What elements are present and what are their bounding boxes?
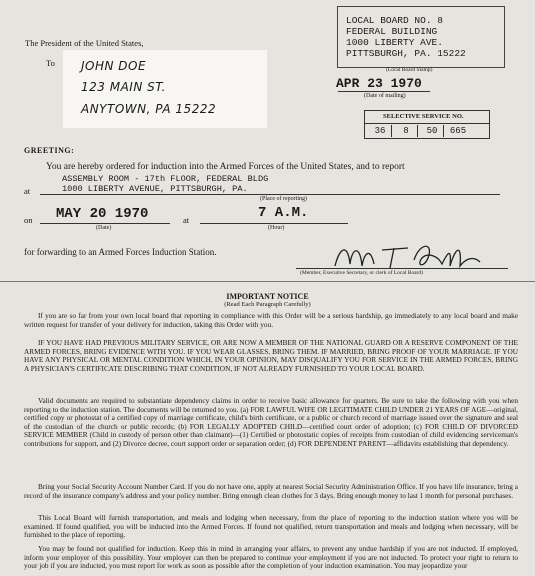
to-label: To (46, 58, 55, 68)
addressee-name: JOHN DOE (81, 59, 147, 73)
addressee-street: 123 MAIN ST. (81, 80, 166, 94)
president-line: The President of the United States, (25, 38, 144, 48)
forwarding-text: for forwarding to an Armed Forces Induction Station. (24, 247, 217, 257)
on-label: on (24, 215, 33, 225)
notice-paragraph-3: Valid documents are required to substantiate dependency claims in order to receive basic allowance for quarters. Be sure to take the following with you when reporting to the induction station. The documents will be returned to you. (a) FOR LAWFUL WIFE OR LEGITIMATE CHILD UNDER 21 YEARS OF AGE—original, certified copy or photostat of a certified copy of marriage certificate, child's birth certificate, or a public or church record of marriage issued over the signature and seal of the custodian of the church or public records; (b) FOR LEGALLY ADOPTED CHILD—certified court order of adoption; (c) FOR CHILD OF DIVORCED SERVICE MEMBER (Child in custody of person other than claimant)—(1) Certified or photostatic copies of receipts from custodian of child evidencing serviceman's contributions for support, and (2) Divorce decree, court support order or separation order; (d) FOR DEPENDENT PARENT—affidavits establishing that dependency. (24, 396, 518, 448)
at-label: at (24, 186, 31, 196)
signature-rule (296, 268, 508, 269)
ss-cell-1: 36 (369, 125, 392, 137)
selective-service-divider (365, 123, 489, 124)
issue-date-rule (338, 91, 430, 92)
report-date-rule (40, 223, 170, 224)
notice-title: IMPORTANT NOTICE (226, 292, 309, 301)
section-separator (0, 281, 535, 282)
notice-paragraph-1: If you are so far from your own local board that reporting in compliance with this Order will be a serious hardship, go immediately to any local board and make written request for transfer of your delivery for induction, taking this Order with you. (24, 311, 518, 329)
signer-caption: (Member, Executive Secretary, or clerk of Local Board) (300, 270, 423, 276)
report-hour-rule (200, 223, 348, 224)
notice-paragraph-4: Bring your Social Security Account Number Card. If you do not have one, apply at nearest Social Security Administration Office. If you have life insurance, bring a record of the insurance company's address and your policy number. Bring enough clean clothes for 3 days. Bring enough money to last 1 month for personal purchases. (24, 482, 518, 500)
local-board-stamp (337, 6, 505, 68)
greeting: GREETING: (24, 146, 75, 155)
local-board-line2: FEDERAL BUILDING (346, 26, 438, 37)
ss-cell-2: 8 (395, 125, 418, 137)
notice-paragraph-6: You may be found not qualified for induction. Keep this in mind in arranging your affairs, to prevent any undue hardship if you are not inducted. If employed, inform your employer of this possibility. Your employer can then be prepared to continue your employment if you are not inducted. To protect your right to return to your job if you are inducted, you must report for work as soon as possible after the completion of your induction examination. You may jeopardize your (24, 544, 518, 571)
report-hour: 7 A.M. (258, 205, 309, 221)
ss-cell-3: 50 (421, 125, 444, 137)
report-date: MAY 20 1970 (56, 206, 149, 222)
notice-subtitle: (Read Each Paragraph Carefully) (224, 301, 311, 308)
report-date-caption: (Date) (96, 225, 112, 231)
date-of-mailing-caption: (Date of mailing) (364, 93, 406, 99)
place-rule (40, 194, 500, 195)
place-line1: ASSEMBLY ROOM - 17th FLOOR, FEDERAL BLDG (62, 174, 269, 184)
local-board-line1: LOCAL BOARD NO. 8 (346, 15, 443, 26)
ss-cell-4: 665 (449, 126, 467, 136)
addressee-box (63, 50, 267, 128)
local-board-line4: PITTSBURGH, PA. 15222 (346, 48, 466, 59)
place-line2: 1000 LIBERTY AVENUE, PITTSBURGH, PA. (62, 184, 248, 194)
issue-date: APR 23 1970 (336, 76, 422, 91)
time-at-label: at (183, 215, 190, 225)
addressee-city: ANYTOWN, PA 15222 (81, 102, 217, 116)
selective-service-box (364, 110, 490, 139)
notice-paragraph-5: This Local Board will furnish transportation, and meals and lodging when necessary, from the place of reporting to the induction station where you will be examined. If found qualified, you will be inducted into the Armed Forces. If found not qualified, return transportation and meals and lodging when necessary, will be furnished to the place of reporting. (24, 513, 518, 540)
report-hour-caption: (Hour) (268, 225, 285, 231)
place-caption: (Place of reporting) (260, 196, 307, 202)
local-board-line3: 1000 LIBERTY AVE. (346, 37, 443, 48)
notice-paragraph-2: IF YOU HAVE HAD PREVIOUS MILITARY SERVICE, OR ARE NOW A MEMBER OF THE NATIONAL GUARD OR A RESERVE COMPONENT OF THE ARMED FORCES, BRING EVIDENCE WITH YOU. IF YOU WEAR GLASSES, BRING THEM. IF MARRIED, BRING PROOF OF YOUR MARRIAGE. IF YOU HAVE ANY PHYSICAL OR MENTAL CONDITION WHICH, IN YOUR OPINION, MAY DISQUALIFY YOU FOR SERVICE IN THE ARMED FORCES, BRING A PHYSICIAN'S CERTIFICATE DESCRIBING THAT CONDITION, IF NOT ALREADY FURNISHED TO YOUR LOCAL BOARD. (24, 338, 518, 373)
selective-service-label: SELECTIVE SERVICE NO. (383, 113, 464, 120)
order-text: You are hereby ordered for induction into the Armed Forces of the United States, and to report (46, 162, 405, 172)
local-board-stamp-caption: (Local Board Stamp) (386, 67, 433, 73)
